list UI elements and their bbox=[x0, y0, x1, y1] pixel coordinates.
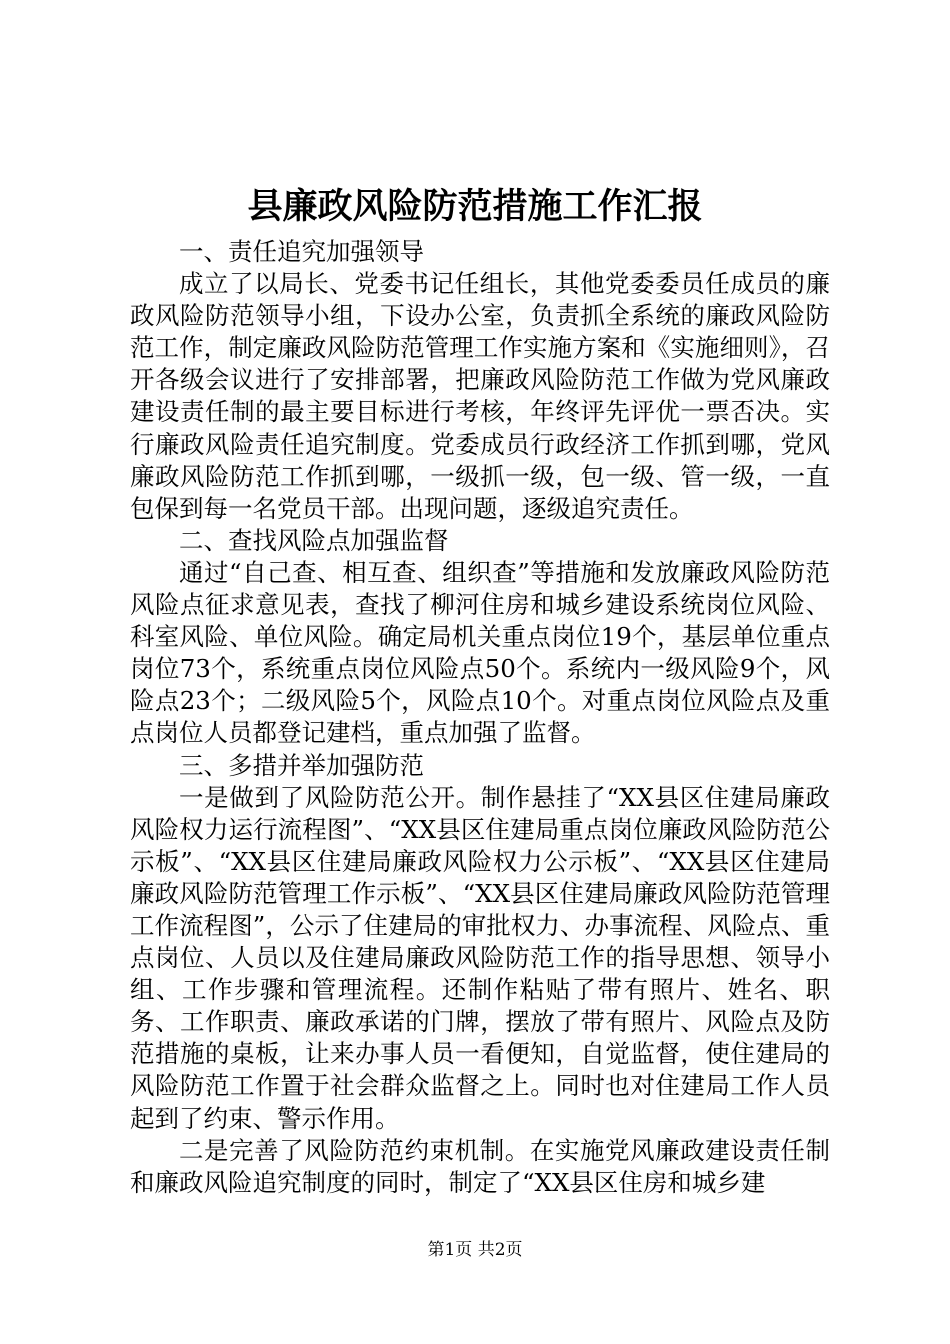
paragraph-1: 成立了以局长、党委书记任组长，其他党委委员任成员的廉政风险防范领导小组，下设办公室，负责抓全系统的廉政风险防范工作，制定廉政风险防范管理工作实施方案和《实施细则》，召开各级会议进行了安排部署，把廉政风险防范工作做为党风廉政建设责任制的最主要目标进行考核，年终评先评优一票否决。实行廉政风险责任追究制度。党委成员行政经济工作抓到哪，党风廉政风险防范工作抓到哪，一级抓一级，包一级、管一级，一直包保到每一名党员干部。出现问题，逐级追究责任。 bbox=[130, 269, 830, 523]
section-heading-2: 二、查找风险点加强监督 bbox=[179, 525, 449, 555]
paragraph-4: 二是完善了风险防范约束机制。在实施党风廉政建设责任制和廉政风险追究制度的同时，制定了“XX县区住房和城乡建 bbox=[130, 1135, 830, 1197]
document-title: 县廉政风险防范措施工作汇报 bbox=[247, 186, 703, 227]
paragraph-2: 通过“自己查、相互查、组织查”等措施和发放廉政风险防范风险点征求意见表，查找了柳河住房和城乡建设系统岗位风险、科室风险、单位风险。确定局机关重点岗位19个，基层单位重点岗位73个，系统重点岗位风险点50个。系统内一级风险9个，风险点23个；二级风险5个，风险点10个。对重点岗位风险点及重点岗位人员都登记建档，重点加强了监督。 bbox=[130, 557, 830, 748]
page-footer: 第1页 共2页 bbox=[427, 1240, 523, 1260]
paragraph-3: 一是做到了风险防范公开。制作悬挂了“XX县区住建局廉政风险权力运行流程图”、“XX县区住建局重点岗位廉政风险防范公示板”、“XX县区住建局廉政风险权力公示板”、“XX县区住建局廉政风险防范管理工作示板”、“XX县区住建局廉政风险防范管理工作流程图”，公示了住建局的审批权力、办事流程、风险点、重点岗位、人员以及住建局廉政风险防范工作的指导思想、领导小组、工作步骤和管理流程。还制作粘贴了带有照片、姓名、职务、工作职责、廉政承诺的门牌，摆放了带有照片、风险点及防范措施的桌板，让来办事人员一看便知，自觉监督，使住建局的风险防范工作置于社会群众监督之上。同时也对住建局工作人员起到了约束、警示作用。 bbox=[130, 782, 830, 1133]
section-heading-3: 三、多措并举加强防范 bbox=[179, 750, 424, 780]
document-body bbox=[130, 236, 830, 1199]
section-heading-1: 一、责任追究加强领导 bbox=[179, 237, 424, 266]
